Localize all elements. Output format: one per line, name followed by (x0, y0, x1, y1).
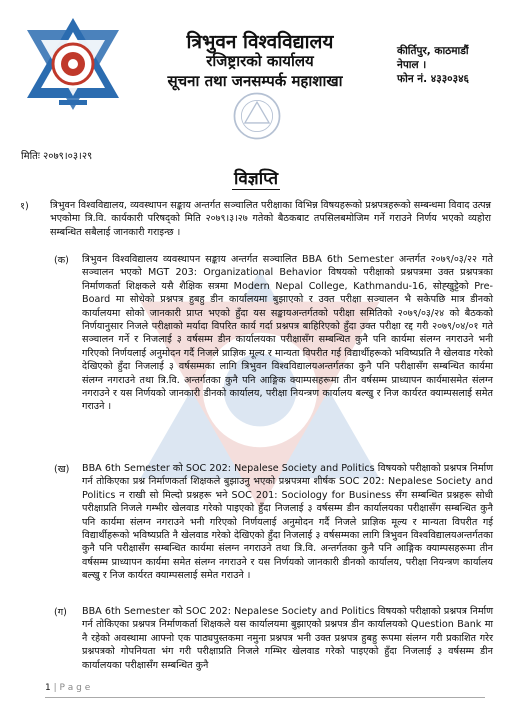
notice-title (0, 166, 512, 189)
address-line-1: कीर्तिपुर, काठमाडौं (397, 45, 469, 57)
item-number-ka: (क) (54, 255, 69, 266)
page-footer (45, 683, 90, 693)
office-seal-stamp (230, 90, 284, 142)
footer-divider (45, 697, 485, 698)
item-number-kha: (ख) (54, 464, 70, 475)
decision-paragraph-ga: BBA 6th Semester को SOC 202: Nepalese Society and Politics विषयको परीक्षाको प्रश्नपत्र निर्माण गर्न तोकिएका प्रश्नपत्र निर्माणकर्ता शिक्षकले यस कार्यालयमा बुझाएको प्रश्नपत्र डीन कार्यालयको Question Bank मा नै रहेको अवस्थामा आफ्नो एक पाठ्यपुस्तकमा नमुना प्रश्नपत्र भनी उक्त प्रश्नपत्र हुबहु रूपमा संलग्न गरी प्रकाशित गरेर प्रश्नपत्रको गोपनियता भंग गरी परीक्षाप्रति निजले गम्भिर खेलवाड गरेको पाइएको हुँदा निजलाई ३ वर्षसम्म डीन कार्यालयका परीक्षासँग सम्बन्धित कुनै (82, 606, 493, 671)
intro-paragraph: त्रिभुवन विश्वविद्यालय, व्यवस्थापन सङ्काय अन्तर्गत सञ्चालित परीक्षाका विभिन्न विषयहरूको प्रश्नपत्रहरूको सम्बन्धमा विवाद उत्पन्न भएकोमा त्रि.वि. कार्यकारी परिषद्को मिति २०७९।३।२७ गतेको बैठकबाट तपसिलबमोजिम गर्ने गराउने निर्णय भएको व्यहोरा सम्बन्धित सबैलाई जानकारी गराइन्छ । (50, 200, 491, 238)
office-name: रजिष्ट्रारको कार्यालय (206, 52, 314, 70)
notice-title-text: विज्ञप्ति (233, 169, 279, 189)
address-line-2: नेपाल । (397, 59, 427, 71)
decision-paragraph-ka: त्रिभुवन विश्वविद्यालय व्यवस्थापन सङ्काय अन्तर्गत सञ्चालित BBA 6th Semester अन्तर्गत २०७९/०३/२२ गते सञ्चालन भएको MGT 203: Organizational Behavior विषयको परीक्षाको प्रश्नपत्रमा उक्त प्रश्नपत्रका निर्माणकर्ता शिक्षकले यसै शैक्षिक सत्रमा Modern Nepal College, Kathmandu-16, सोह्खुट्टेको Pre-Board मा सोधेको प्रश्नपत्र हुबहु डीन कार्यालयमा बुझाएको र उक्त परीक्षा सञ्चालन भै सकेपछि मात्र डीनको कार्यालयमा सोको जानकारी प्राप्त भएको हुँदा यस सङ्कायअन्तर्गतको परीक्षा समितिको २०७९/०३/२४ को बैठकको निर्णयानुसार निजले परीक्षाको मर्यादा विपरित कार्य गर्दा प्रश्नपत्र बाहिरिएको हुँदा उक्त परीक्षा रद्द गरी २०७९/०४/०१ गते सञ्चालन गर्ने र निजलाई ३ वर्षसम्म डीन कार्यालयका परीक्षासँग सम्बन्धित कुनै पनि कार्यमा संलग्न नगराउने भनी गरिएको निर्णयलाई अनुमोदन गर्दै निजले प्राज्ञिक मूल्य र मान्यता विपरीत गई विद्यार्थीहरूको भविष्यप्रति नै खेलवाड गरेको देखिएको हुँदा निजलाई ३ वर्षसम्मका लागि त्रिभुवन विश्वविद्यालयअन्तर्गतका कुनै पनि परीक्षासँग सम्बन्धित कार्यमा संलग्न नगराउने तथा त्रि.वि. अन्तर्गतका कुनै पनि आङ्गिक क्याम्पसहरूमा तीन वर्षसम्म प्राध्यापन कार्यमासमेत संलग्न नगराउने र यस निर्णयको जानकारी डीनको कार्यालय, परीक्षा नियन्त्रण कार्यालय बल्खु र निज कार्यरत क्याम्पसलाई समेत गराउने । (82, 254, 493, 413)
page-label: | P a g e (53, 683, 91, 693)
page-number: 1 (45, 683, 51, 693)
item-number-1: १) (20, 201, 29, 212)
university-name: त्रिभुवन विश्वविद्यालय (186, 31, 334, 53)
item-number-ga: (ग) (54, 607, 67, 618)
university-logo (22, 14, 124, 114)
decision-paragraph-kha: BBA 6th Semester को SOC 202: Nepalese Society and Politics विषयको परीक्षाको प्रश्नपत्र निर्माण गर्न तोकिएका प्रश्न निर्माणकर्ता शिक्षकले बुझाउनु भएको प्रश्नपत्रमा शीर्षक SOC 202: Nepalese Society and Politics न राखी सो मिल्दो प्रश्नहरू भने SOC 201: Sociology for Business सँग सम्बन्धित प्रश्नहरू सोधी परीक्षाप्रति निजले गम्भीर खेलवाड गरेको पाइएको हुँदा निजलाई ३ वर्षसम्म डीन कार्यालयका परीक्षासँग सम्बन्धित कुनै पनि कार्यमा संलग्न नगराउने भनी गरिएको निर्णयलाई अनुमोदन गर्दै निजले प्राज्ञिक मूल्य र मान्यता विपरीत गई विद्यार्थीहरूको भविष्यप्रति नै खेलवाड गरेको देखिएको हुँदा निजलाई ३ वर्षसम्मका लागि त्रिभुवन विश्वविद्यालयअन्तर्गतका कुनै पनि परीक्षासँग सम्बन्धित कार्यमा संलग्न नगराउने तथा त्रि.वि. अन्तर्गतका कुनै पनि आङ्गिक क्याम्पसहरूमा तीन वर्षसम्म प्राध्यापन कार्यमा समेत संलग्न नगराउने र यस निर्णयको जानकारी डीनको कार्यालय, परीक्षा नियन्त्रण कार्यालय बल्खु र निज कार्यरत क्याम्पसलाई समेत गराउने । (82, 463, 493, 582)
section-name: सूचना तथा जनसम्पर्क महाशाखा (167, 72, 343, 90)
notice-date: मितिः २०७९।०३।२९ (21, 151, 93, 162)
phone-number: फोन नं. ४३३०३४६ (397, 73, 469, 85)
